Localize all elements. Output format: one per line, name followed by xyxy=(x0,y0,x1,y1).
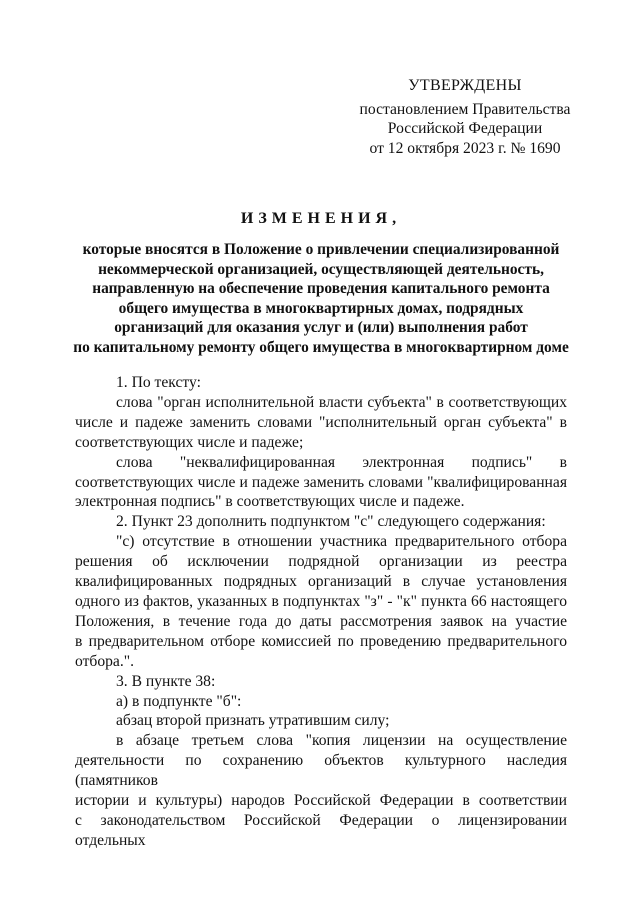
paragraph: 1. По тексту: xyxy=(116,374,201,391)
paragraph-line: соответствующих числе и падеже заменить словами "квалифицированная xyxy=(75,473,567,491)
paragraph-line: одного из фактов, указанных в подпунктах "з" - "к" пункта 66 настоящего xyxy=(75,592,567,610)
approval-line: постановлением Правительства xyxy=(359,100,571,118)
approval-date-line: от 12 октября 2023 г. № 1690 xyxy=(369,139,561,157)
paragraph: абзац второй признать утратившим силу; xyxy=(116,712,390,730)
paragraph-line: слова "неквалифицированная электронная подпись" в xyxy=(116,453,567,471)
heading-subtitle-line: общего имущества в многоквартирных домах, подрядных xyxy=(118,299,524,317)
paragraph: 3. В пункте 38: xyxy=(116,672,216,690)
paragraph-line: "с) отсутствие в отношении участника предварительного отбора xyxy=(116,533,567,551)
paragraph-line: отбора.". xyxy=(75,652,135,670)
document-body xyxy=(75,373,567,851)
document-heading xyxy=(66,209,576,358)
paragraph-line: в абзаце третьем слова "копия лицензии на осуществление xyxy=(116,732,567,750)
paragraph-line: Положения, в течение года до даты рассмотрения заявок на участие xyxy=(75,612,567,630)
paragraph xyxy=(75,532,567,671)
heading-subtitle-line: направленную на обеспечение проведения капитального ремонта xyxy=(92,280,550,298)
heading-subtitle-line: которые вносятся в Положение о привлечении специализированной xyxy=(82,241,560,258)
paragraph xyxy=(75,731,567,850)
heading-subtitle-line: некоммерческой организацией, осуществляющей деятельность, xyxy=(98,260,544,278)
paragraph-line: электронная подпись" в соответствующих числе и падеже. xyxy=(75,493,465,511)
heading-subtitle-line: организаций для оказания услуг и (или) выполнения работ xyxy=(114,319,528,337)
paragraph-line: деятельности по сохранению объектов культурного наследия (памятников xyxy=(75,752,567,790)
paragraph-line: квалифицированных подрядных организаций в случае установления xyxy=(75,573,567,591)
paragraph-line: числе и падеже заменить словами "исполнительный орган субъекта" в xyxy=(75,413,567,431)
paragraph: 2. Пункт 23 дополнить подпунктом "с" следующего содержания: xyxy=(116,513,546,531)
paragraph xyxy=(75,393,567,453)
heading-subtitle xyxy=(66,240,576,358)
paragraph-line: слова "орган исполнительной власти субъекта" в соответствующих xyxy=(116,393,567,411)
approval-title: УТВЕРЖДЕНЫ xyxy=(408,77,522,94)
paragraph: а) в подпункте "б": xyxy=(116,692,242,710)
heading-subtitle-line: по капитальному ремонту общего имущества в многоквартирном доме xyxy=(73,338,569,356)
paragraph xyxy=(75,453,567,513)
heading-title: ИЗМЕНЕНИЯ, xyxy=(240,210,402,227)
paragraph-line: истории и культуры) народов Российской Федерации в соответствии xyxy=(75,792,567,810)
paragraph-line: с законодательством Российской Федерации о лицензировании отдельных xyxy=(75,811,567,849)
paragraph-line: в предварительном отборе комиссией по проведению предварительного xyxy=(75,632,567,650)
paragraph-line: решения об исключении подрядной организации из реестра xyxy=(75,553,567,571)
paragraph-line: соответствующих числе и падеже; xyxy=(75,433,304,451)
approval-line: Российской Федерации xyxy=(387,120,543,137)
approval-block xyxy=(330,76,600,158)
